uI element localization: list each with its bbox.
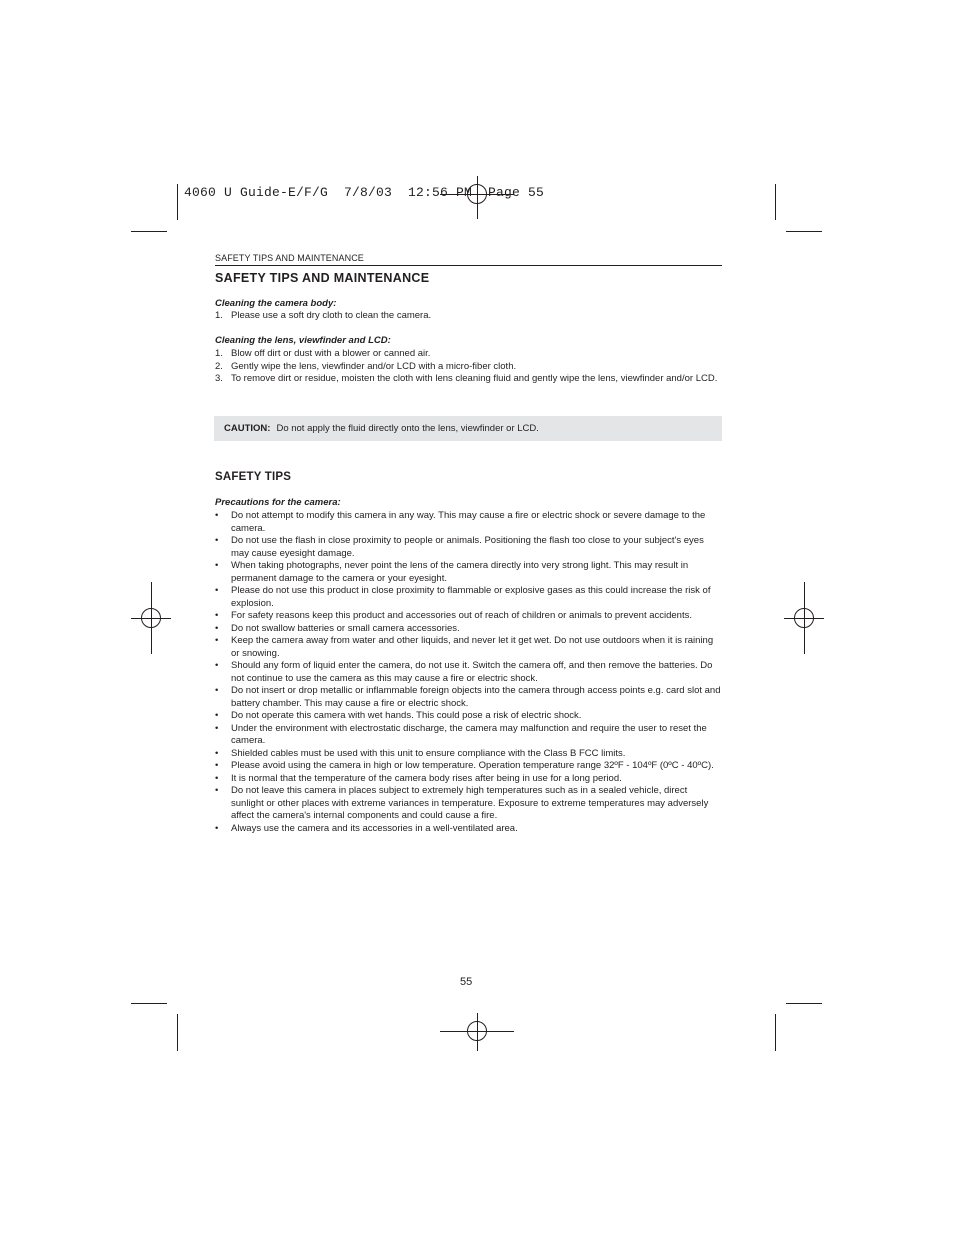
caution-box <box>214 416 722 441</box>
list-item: • Please avoid using the camera in high or low temperature. Operation temperature range 32ºF - 104ºF (0ºC - 40ºC). <box>215 760 714 771</box>
list-item: • For safety reasons keep this product and accessories out of reach of children or animals to prevent accidents. <box>215 610 692 621</box>
page-title: SAFETY TIPS AND MAINTENANCE <box>215 271 430 285</box>
list-item: • It is normal that the temperature of the camera body rises after being in use for a long period. <box>215 772 622 784</box>
cleaning-body-heading: Cleaning the camera body: <box>215 298 337 309</box>
list-item: • Under the environment with electrostatic discharge, the camera may malfunction and require the user to reset the camera. <box>215 722 707 746</box>
list-item: • Should any form of liquid enter the camera, do not use it. Switch the camera off, and then remove the batteries. Do not continue to use the camera as this may cause a fire or electric shock. <box>215 660 713 684</box>
list-item: 1. Blow off dirt or dust with a blower or canned air. <box>215 348 431 359</box>
cleaning-lens-list <box>215 348 722 386</box>
list-item: • Always use the camera and its accessories in a well-ventilated area. <box>215 822 518 834</box>
list-item: • When taking photographs, never point the lens of the camera directly into very strong light. This may result in permanent damage to the camera or your eyesight. <box>215 560 689 584</box>
list-item: • Do not insert or drop metallic or inflammable foreign objects into the camera through access points e.g. card slot and battery chamber. This may cause a fire or electric shock. <box>215 685 721 709</box>
list-item: • Shielded cables must be used with this unit to ensure compliance with the Class B FCC limits. <box>215 747 626 759</box>
list-item: • Do not use the flash in close proximity to people or animals. Positioning the flash too close to your subject's eyes may cause eyesight damage. <box>215 535 704 559</box>
list-item: • Keep the camera away from water and other liquids, and never let it get wet. Do not use outdoors when it is raining or snowing. <box>215 635 714 659</box>
precautions-heading: Precautions for the camera: <box>215 497 341 508</box>
list-item: • Do not operate this camera with wet hands. This could pose a risk of electric shock. <box>215 710 582 721</box>
list-item: • Do not swallow batteries or small camera accessories. <box>215 622 460 634</box>
cleaning-body-list <box>215 310 722 323</box>
list-item: • Do not attempt to modify this camera in any way. This may cause a fire or electric shock or severe damage to the camera. <box>215 510 706 534</box>
running-head-rule <box>215 265 722 266</box>
page-number: 55 <box>460 976 473 988</box>
precautions-list <box>215 510 722 835</box>
list-item: 1. Please use a soft dry cloth to clean the camera. <box>215 310 432 321</box>
list-item: 2. Gently wipe the lens, viewfinder and/or LCD with a micro-fiber cloth. <box>215 360 517 372</box>
list-item: 3. To remove dirt or residue, moisten the cloth with lens cleaning fluid and gently wipe the lens, viewfinder and/or LCD. <box>215 373 718 384</box>
list-item: • Do not leave this camera in places subject to extremely high temperatures such as in a sealed vehicle, direct sunlight or other places with extreme variances in temperature. Exposure to extreme temperatures may adversely affect the camera's internal components and could cause a fire. <box>215 785 709 821</box>
printer-slug-line: 4060 U Guide-E/F/G 7/8/03 12:56 PM Page 55 <box>184 185 545 200</box>
safety-tips-heading: SAFETY TIPS <box>215 471 292 483</box>
caution-label: CAUTION: <box>224 423 271 434</box>
caution-text: Do not apply the fluid directly onto the lens, viewfinder or LCD. <box>276 423 539 434</box>
cleaning-lens-heading: Cleaning the lens, viewfinder and LCD: <box>215 335 391 346</box>
list-item: • Please do not use this product in close proximity to flammable or explosive gases as this could increase the risk of explosion. <box>215 585 711 609</box>
running-head: SAFETY TIPS AND MAINTENANCE <box>215 253 364 263</box>
